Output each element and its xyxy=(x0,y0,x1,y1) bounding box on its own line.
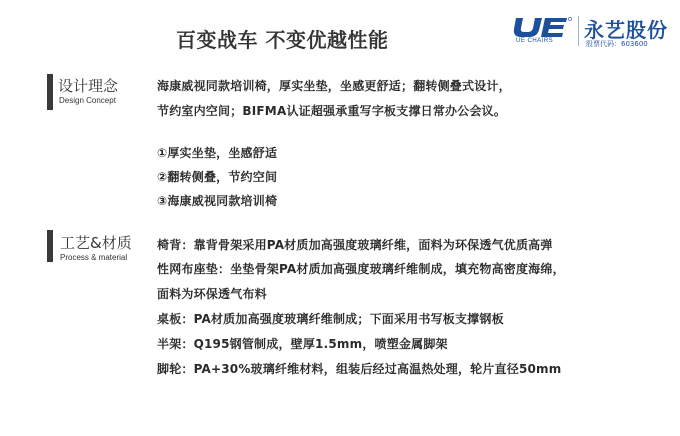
process-text-line: 半架：Q195钢管制成，壁厚1.5mm，喷塑金属脚架 xyxy=(157,337,448,351)
stock-code: 股票代码：603600 xyxy=(586,40,648,48)
page-title: 百变战车 不变优越性能 xyxy=(176,28,389,52)
process-section-bar xyxy=(47,230,53,262)
process-text-line: 桌板：PA材质加高强度玻璃纤维制成；下面采用书写板支撑钢板 xyxy=(157,312,504,326)
process-text-line: 椅背：靠背骨架采用PA材质加高强度玻璃纤维，面料为环保透气优质高弹 xyxy=(157,238,553,252)
process-section-title: 工艺&材质 xyxy=(60,234,132,252)
design-point: ③海康威视同款培训椅 xyxy=(157,194,278,208)
company-logo xyxy=(512,14,672,48)
process-text-line: 面料为环保透气布料 xyxy=(157,287,267,301)
design-point: ①厚实坐垫，坐感舒适 xyxy=(157,146,278,160)
design-point: ②翻转侧叠，节约空间 xyxy=(157,170,278,184)
logo-subtitle: UE CHAIRS xyxy=(516,38,554,44)
logo-divider xyxy=(578,16,579,46)
design-section-subtitle: Design Concept xyxy=(59,96,116,105)
design-text-line: 节约室内空间；BIFMA认证超强承重写字板支撑日常办公会议。 xyxy=(157,104,507,118)
design-section-bar xyxy=(47,74,53,110)
process-text-line: 性网布座垫：坐垫骨架PA材质加高强度玻璃纤维制成，填充物高密度海绵， xyxy=(157,262,565,276)
design-section-title: 设计理念 xyxy=(58,77,119,95)
company-name: 永艺股份 xyxy=(584,18,668,42)
design-text-line: 海康威视同款培训椅，厚实坐垫，坐感更舒适；翻转侧叠式设计， xyxy=(157,79,511,93)
process-text-line: 脚轮：PA+30%玻璃纤维材料，组装后经过高温热处理，轮片直径50mm xyxy=(157,362,562,376)
process-section-subtitle: Process & material xyxy=(60,253,128,262)
